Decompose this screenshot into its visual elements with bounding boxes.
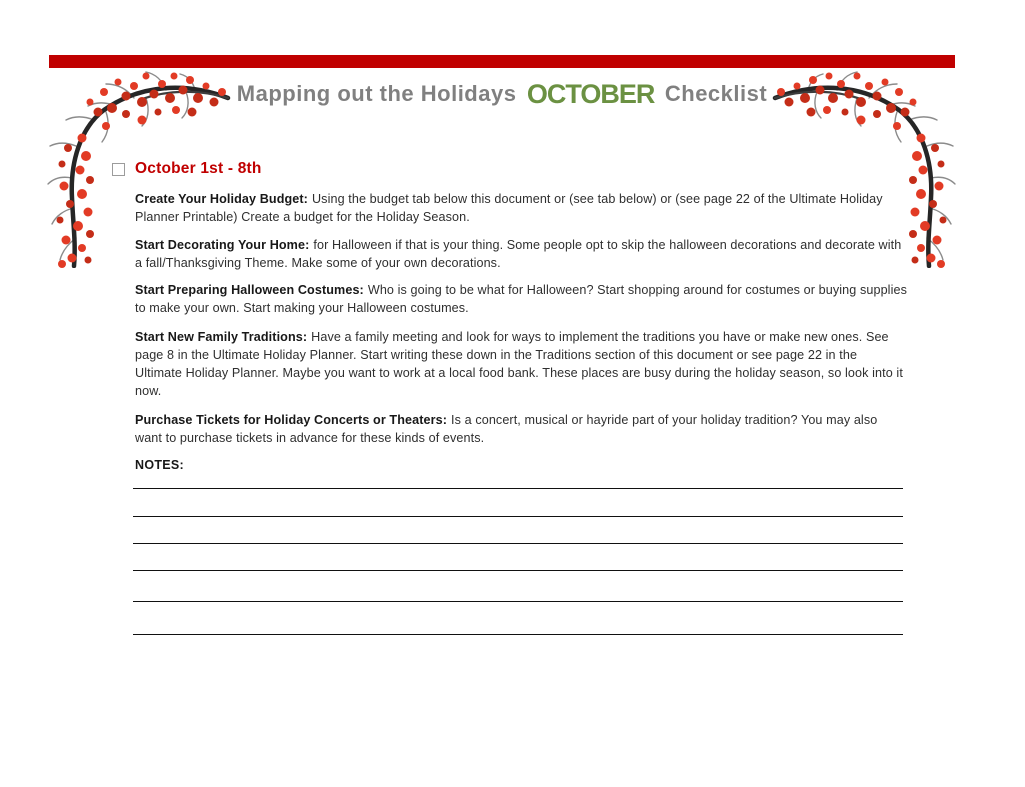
notes-line xyxy=(133,601,903,602)
notes-line xyxy=(133,570,903,571)
item-text: for Halloween if that is your thing. Some people opt to skip the halloween decorations and decorate with a fall/Thanksgiving Theme. Make some of your own decorations. xyxy=(135,238,902,270)
item-label: Purchase Tickets for Holiday Concerts or Theaters: xyxy=(135,413,448,427)
notes-line xyxy=(133,543,903,544)
item-label: Start Preparing Halloween Costumes: xyxy=(135,283,364,297)
item-text: Have a family meeting and look for ways to implement the traditions you have or make new ones. See page 8 in the Ultimate Holiday Planner. Start writing these down in the Traditions section of this document or see page 22 in the Ultimate Holiday Planner. Maybe you want to work at a local food bank. These places are busy during the holiday season, so look into it now. xyxy=(135,330,903,398)
notes-label: NOTES: xyxy=(135,458,185,472)
page-title xyxy=(49,79,955,110)
item-label: Start New Family Traditions: xyxy=(135,330,308,344)
item-text: Using the budget tab below this document or (see tab below) or (see page 22 of the Ultimate Holiday Planner Printable) Create a budget for the Holiday Season. xyxy=(135,192,883,224)
item-text: Who is going to be what for Halloween? Start shopping around for costumes or buying supplies to make your own. Start making your Halloween costumes. xyxy=(135,283,907,315)
title-suffix: Checklist xyxy=(664,81,768,106)
notes-line xyxy=(133,488,903,489)
checklist-item xyxy=(135,411,907,447)
section-heading: October 1st - 8th xyxy=(135,160,262,177)
top-accent-bar xyxy=(49,55,955,68)
notes-line xyxy=(133,634,903,635)
item-text: Is a concert, musical or hayride part of your holiday tradition? You may also want to purchase tickets in advance for these kinds of events. xyxy=(135,413,878,445)
checklist-item xyxy=(135,281,907,317)
checklist-item xyxy=(135,236,907,272)
notes-line xyxy=(133,516,903,517)
checklist-item xyxy=(135,328,907,400)
item-label: Start Decorating Your Home: xyxy=(135,238,310,252)
checklist-item xyxy=(135,190,907,226)
title-prefix: Mapping out the Holidays xyxy=(236,81,517,106)
title-month: OCTOBER xyxy=(526,79,655,109)
item-label: Create Your Holiday Budget: xyxy=(135,192,308,206)
section-checkbox[interactable] xyxy=(112,163,125,176)
